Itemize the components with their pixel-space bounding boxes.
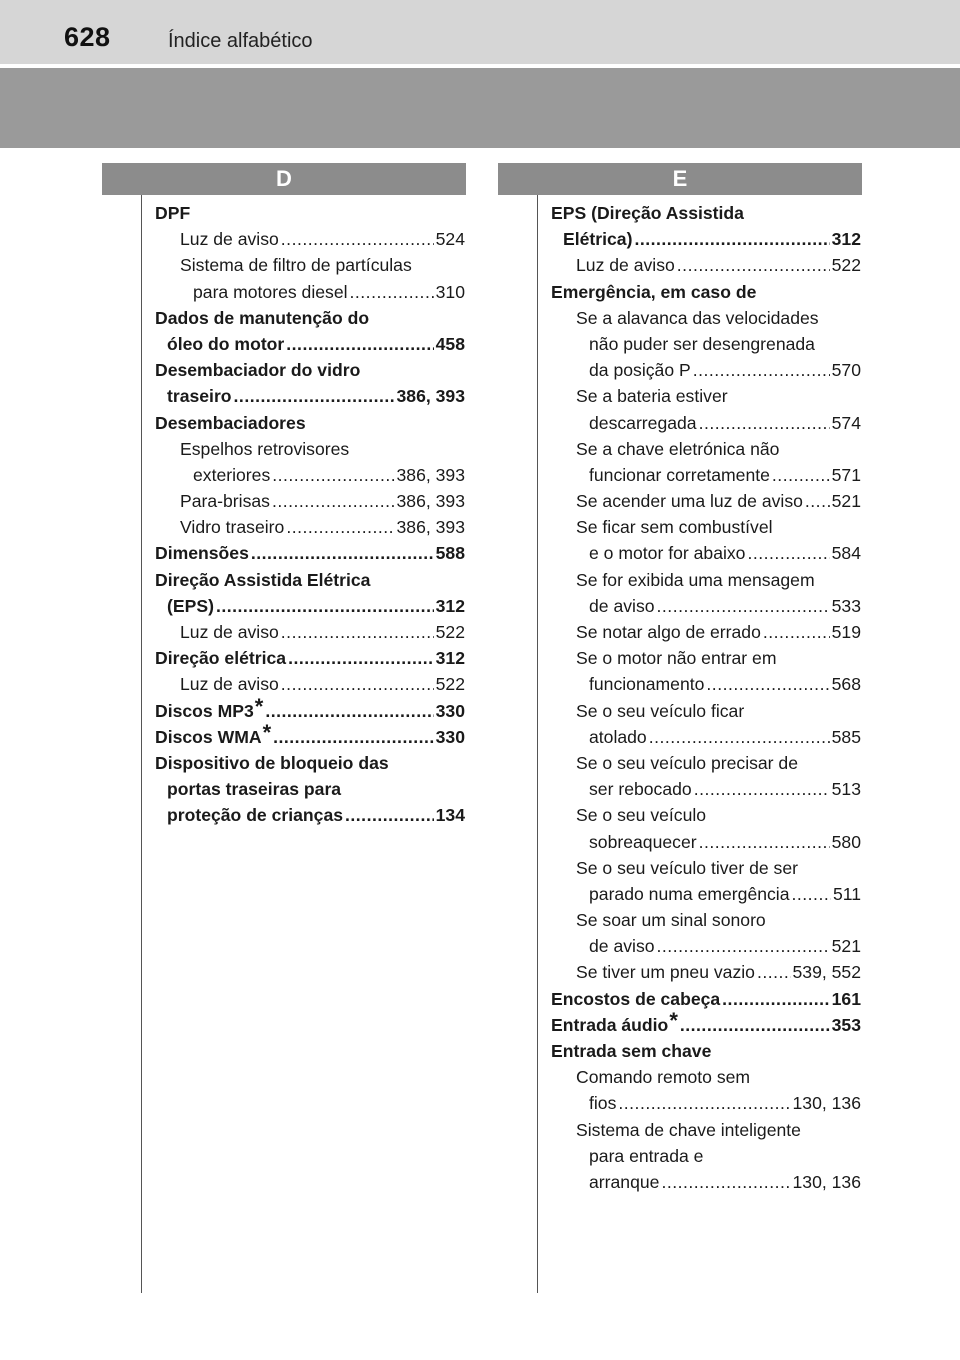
- entry-text: Dispositivo de bloqueio das: [155, 752, 389, 773]
- column-divider-e: [537, 195, 538, 1293]
- entry-text: Sistema de chave inteligente: [576, 1119, 801, 1140]
- index-subentry: [155, 226, 465, 252]
- leader-dots: [286, 514, 394, 540]
- page-reference: 580: [831, 831, 861, 852]
- page-reference: 312: [435, 595, 465, 616]
- leader-dots: [677, 252, 830, 278]
- index-subentry: [551, 331, 861, 357]
- entry-text: Se o seu veículo: [576, 805, 707, 826]
- page-reference: 513: [831, 779, 861, 800]
- section-header-e: E: [498, 163, 862, 195]
- index-subentry: [551, 383, 861, 409]
- index-subentry: [551, 619, 861, 645]
- entry-text: Direção Assistida Elétrica: [155, 569, 371, 590]
- leader-dots: [699, 410, 830, 436]
- page-reference: 570: [831, 360, 861, 381]
- index-heading: [155, 645, 465, 671]
- index-subentry: [551, 462, 861, 488]
- index-subentry: [155, 279, 465, 305]
- page-reference: 519: [831, 622, 861, 642]
- leader-dots: [286, 331, 433, 357]
- entry-text: Emergência, em caso de: [551, 281, 757, 302]
- entry-text: de aviso: [589, 936, 655, 957]
- leader-dots: [657, 933, 830, 959]
- entry-text: Espelhos retrovisores: [180, 438, 350, 459]
- entry-text: Se for exibida uma mensagem: [576, 569, 815, 590]
- page-number: 628: [64, 22, 111, 52]
- leader-dots: [272, 462, 394, 488]
- page-reference: 521: [831, 936, 861, 957]
- entry-text: Se a bateria estiver: [576, 386, 728, 407]
- leader-dots: [657, 593, 830, 619]
- index-subentry: [551, 357, 861, 383]
- index-subentry: [551, 567, 861, 593]
- index-subentry: [551, 959, 861, 985]
- page-reference: 386, 393: [396, 464, 465, 485]
- index-heading: [155, 750, 465, 776]
- header-band: [0, 68, 960, 148]
- entry-text: descarregada: [589, 412, 697, 433]
- page-reference: 130, 136: [792, 1093, 861, 1114]
- index-heading: [155, 383, 465, 409]
- section-header-d: D: [102, 163, 466, 195]
- leader-dots: [649, 724, 830, 750]
- entry-text: Comando remoto sem: [576, 1067, 751, 1088]
- index-heading: [551, 226, 861, 252]
- index-subentry: [551, 1143, 861, 1169]
- index-heading: Discos MP3 * ..... 330: [155, 698, 465, 724]
- entry-text: Direção elétrica: [155, 648, 287, 669]
- leader-dots: [272, 488, 395, 514]
- index-heading: [155, 331, 465, 357]
- leader-dots: [234, 383, 395, 409]
- page-reference: 522: [435, 674, 465, 695]
- index-subentry: [551, 698, 861, 724]
- leader-dots: [680, 1012, 830, 1038]
- page-reference: 511: [832, 883, 861, 904]
- entry-text: traseiro: [167, 386, 232, 407]
- index-subentry: [155, 514, 465, 540]
- entry-text: da posição P: [589, 360, 691, 381]
- index-heading: [155, 410, 465, 436]
- entry-text: Se a alavanca das velocidades: [576, 307, 819, 328]
- index-subentry: [551, 855, 861, 881]
- leader-dots: [345, 802, 434, 828]
- entry-text: Se acender uma luz de aviso: [576, 491, 803, 512]
- leader-dots: [288, 645, 434, 671]
- entry-text: Se o seu veículo tiver de ser: [576, 857, 798, 878]
- index-heading: [155, 776, 465, 802]
- entry-text: Se o seu veículo precisar de: [576, 752, 799, 773]
- entry-text: para motores diesel: [193, 281, 348, 302]
- index-subentry: [551, 488, 861, 514]
- page-reference: 330: [435, 700, 465, 721]
- leader-dots: [694, 776, 830, 802]
- index-heading: [155, 567, 465, 593]
- entry-text: fios: [589, 1093, 617, 1114]
- leader-dots: [281, 671, 434, 697]
- entry-text: Entrada sem chave: [551, 1041, 712, 1061]
- entry-text: Encostos de cabeça: [551, 988, 721, 1009]
- page-reference: 386, 393: [396, 517, 465, 538]
- entry-text: (EPS): [167, 595, 214, 616]
- index-subentry: [551, 645, 861, 671]
- entry-text: funcionar corretamente: [589, 464, 770, 485]
- index-heading: [155, 802, 465, 828]
- index-subentry: [551, 829, 861, 855]
- index-subentry: [551, 1064, 861, 1090]
- leader-dots: [805, 488, 830, 514]
- index-column-e: [551, 200, 861, 1195]
- entry-text: Dados de manutenção do: [155, 307, 370, 328]
- index-subentry: [551, 252, 861, 278]
- index-subentry: [155, 252, 465, 278]
- index-heading: [155, 200, 465, 226]
- index-subentry: [155, 462, 465, 488]
- page-reference: 588: [435, 543, 465, 564]
- entry-text: Elétrica): [563, 229, 633, 250]
- entry-text: Luz de aviso: [180, 622, 279, 642]
- entry-text: e o motor for abaixo: [589, 543, 746, 564]
- entry-text: Se notar algo de errado: [576, 622, 761, 642]
- entry-text: de aviso: [589, 595, 655, 616]
- index-subentry: [155, 619, 465, 645]
- index-subentry: [551, 907, 861, 933]
- leader-dots: [747, 540, 829, 566]
- entry-text: Desembaciador do vidro: [155, 360, 361, 381]
- leader-dots: [763, 619, 830, 645]
- entry-text: DPF: [155, 203, 191, 223]
- page-reference: 521: [831, 491, 861, 512]
- leader-dots: [350, 279, 434, 305]
- page-title: Índice alfabético: [168, 30, 313, 52]
- page-reference: 539, 552: [792, 962, 861, 983]
- index-subentry: [551, 1117, 861, 1143]
- entry-text: ser rebocado: [589, 779, 692, 800]
- leader-dots: [618, 1090, 790, 1116]
- leader-dots: [281, 619, 434, 645]
- leader-dots: [792, 881, 831, 907]
- entry-text: portas traseiras para: [167, 779, 342, 800]
- leader-dots: [216, 593, 434, 619]
- leader-dots: [634, 226, 829, 252]
- index-subentry: [551, 514, 861, 540]
- header-strip: [0, 0, 960, 64]
- index-subentry: [551, 436, 861, 462]
- leader-dots: [273, 724, 434, 750]
- page-reference: 134: [435, 805, 465, 826]
- page-reference: 353: [831, 1014, 861, 1035]
- index-subentry: [155, 488, 465, 514]
- page-reference: 386, 393: [396, 386, 465, 407]
- index-heading: [155, 357, 465, 383]
- page-reference: 130, 136: [792, 1171, 861, 1192]
- page-reference: 312: [435, 648, 465, 669]
- index-subentry: [551, 933, 861, 959]
- index-subentry: [551, 881, 861, 907]
- leader-dots: [281, 226, 434, 252]
- entry-text: não puder ser desengrenada: [589, 333, 815, 354]
- entry-text: Se a chave eletrónica não: [576, 438, 780, 459]
- index-subentry: [551, 724, 861, 750]
- page-reference: 310: [435, 281, 465, 302]
- index-subentry: [551, 802, 861, 828]
- column-divider-d: [141, 195, 142, 1293]
- page-reference: 574: [831, 412, 861, 433]
- index-heading: Entrada áudio * ..... 353: [551, 1012, 861, 1038]
- index-subentry: [551, 1169, 861, 1195]
- index-heading: [551, 986, 861, 1012]
- index-subentry: [551, 671, 861, 697]
- entry-text: parado numa emergência: [589, 883, 790, 904]
- entry-text: Se o motor não entrar em: [576, 648, 777, 669]
- entry-text: Se ficar sem combustível: [576, 517, 773, 538]
- index-subentry: [551, 776, 861, 802]
- index-heading: [155, 305, 465, 331]
- page-reference: 458: [435, 333, 465, 354]
- entry-text: Discos WMA: [155, 726, 262, 747]
- leader-dots: [772, 462, 830, 488]
- leader-dots: [722, 986, 829, 1012]
- page-reference: 522: [831, 255, 861, 276]
- page-reference: 312: [831, 229, 861, 250]
- index-subentry: [155, 671, 465, 697]
- entry-text: funcionamento: [589, 674, 705, 695]
- entry-text: Se soar um sinal sonoro: [576, 910, 766, 931]
- index-heading: [155, 540, 465, 566]
- entry-text: Luz de aviso: [180, 229, 279, 250]
- index-subentry: [551, 593, 861, 619]
- index-heading: [551, 279, 861, 305]
- leader-dots: [699, 829, 830, 855]
- leader-dots: [757, 959, 791, 985]
- leader-dots: [265, 698, 433, 724]
- index-heading: [551, 200, 861, 226]
- page-reference: 161: [831, 988, 861, 1009]
- entry-text: EPS (Direção Assistida: [551, 203, 744, 223]
- entry-text: proteção de crianças: [167, 805, 344, 826]
- entry-text: Vidro traseiro: [180, 517, 285, 538]
- page-reference: 522: [435, 622, 465, 642]
- leader-dots: [251, 540, 434, 566]
- entry-text: óleo do motor: [167, 333, 285, 354]
- index-heading: Discos WMA * ..... 330: [155, 724, 465, 750]
- page-reference: 330: [435, 726, 465, 747]
- entry-text: arranque: [589, 1171, 660, 1192]
- index-heading: [155, 593, 465, 619]
- page-reference: 584: [831, 543, 861, 564]
- index-subentry: [551, 410, 861, 436]
- page-reference: 585: [831, 726, 861, 747]
- entry-text: atolado: [589, 726, 647, 747]
- page-reference: 386, 393: [396, 491, 465, 512]
- entry-text: exteriores: [193, 464, 271, 485]
- entry-text: para entrada e: [589, 1145, 704, 1166]
- index-column-d: [155, 200, 465, 829]
- page-reference: 571: [831, 464, 861, 485]
- entry-text: Luz de aviso: [180, 674, 279, 695]
- entry-text: Dimensões: [155, 543, 249, 564]
- page-reference: 568: [831, 674, 861, 695]
- index-subentry: [551, 540, 861, 566]
- entry-text: Discos MP3: [155, 700, 254, 721]
- index-subentry: [155, 436, 465, 462]
- leader-dots: [693, 357, 830, 383]
- entry-text: Sistema de filtro de partículas: [180, 255, 412, 276]
- index-subentry: [551, 1090, 861, 1116]
- index-heading: [551, 1038, 861, 1064]
- page-reference: 524: [435, 229, 465, 250]
- entry-text: Se tiver um pneu vazio: [576, 962, 755, 983]
- entry-text: Se o seu veículo ficar: [576, 700, 745, 721]
- entry-text: Entrada áudio: [551, 1014, 669, 1035]
- leader-dots: [661, 1169, 790, 1195]
- entry-text: Desembaciadores: [155, 412, 306, 433]
- entry-text: sobreaquecer: [589, 831, 697, 852]
- leader-dots: [706, 671, 829, 697]
- index-subentry: [551, 305, 861, 331]
- entry-text: Para-brisas: [180, 491, 270, 512]
- page-reference: 533: [831, 595, 861, 616]
- entry-text: Luz de aviso: [576, 255, 675, 276]
- index-subentry: [551, 750, 861, 776]
